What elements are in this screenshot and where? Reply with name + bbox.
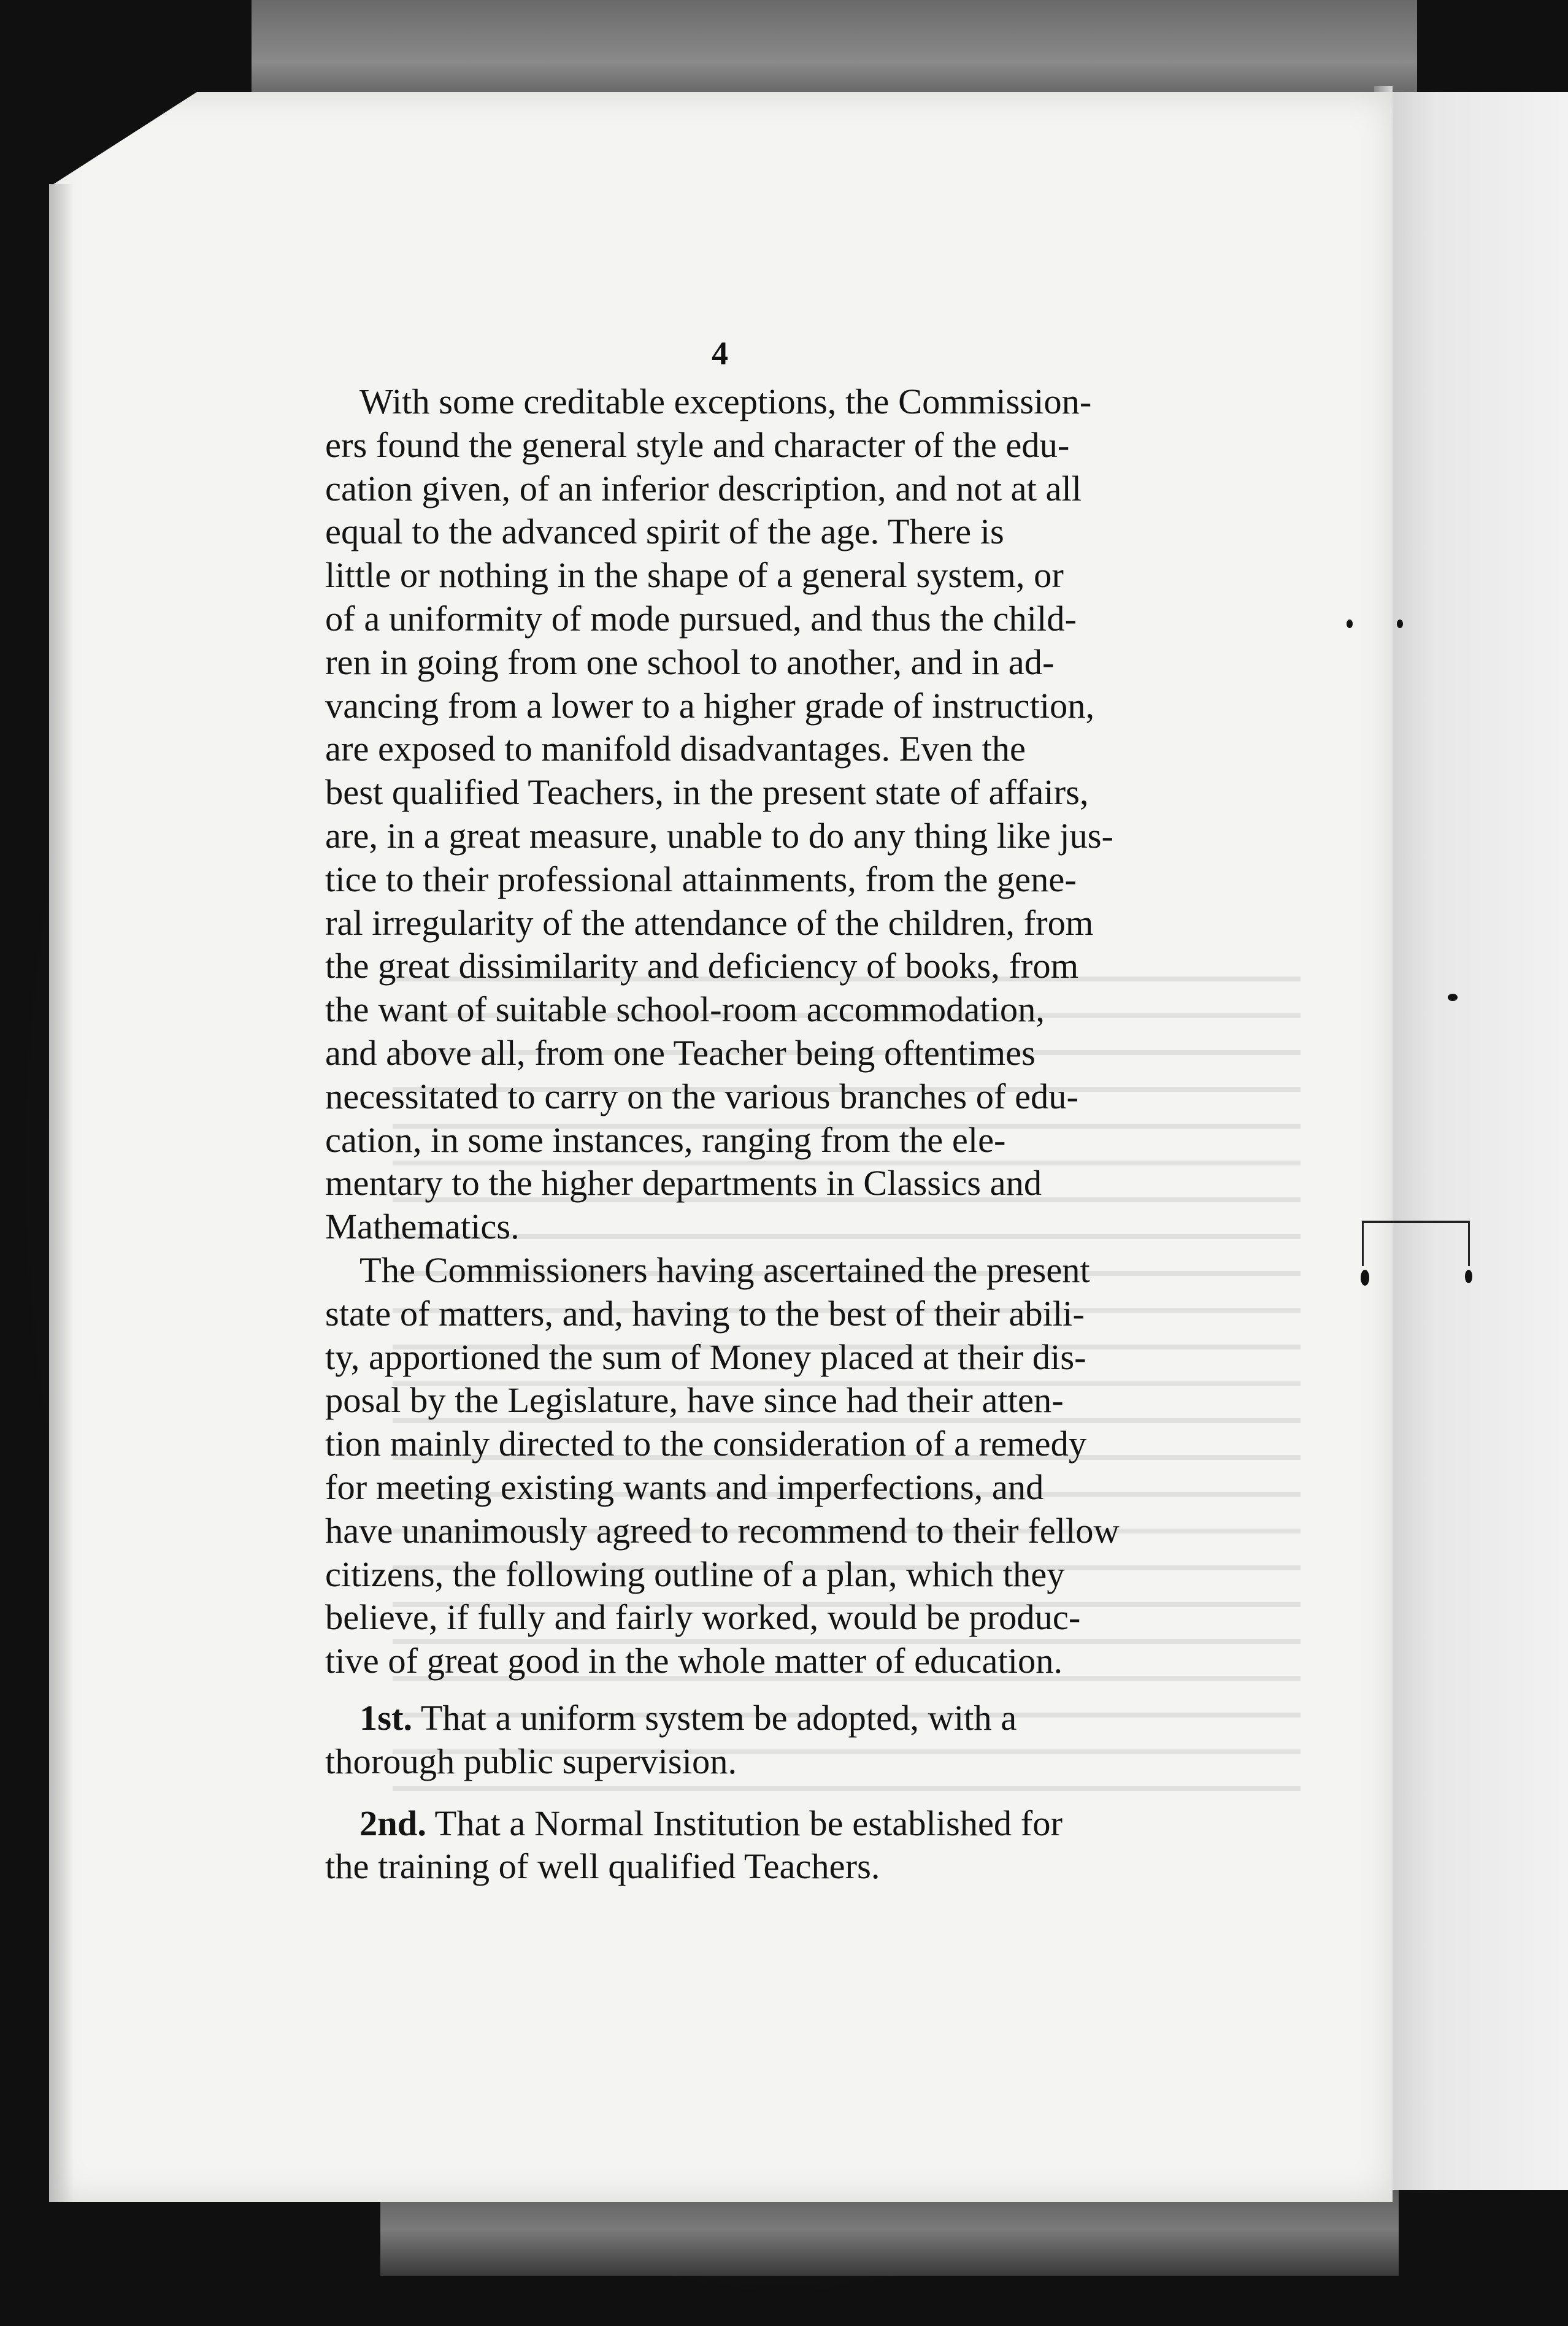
text-line: The Commissioners having ascertained the present [359, 1249, 1090, 1290]
text-line: thorough public supervision. [325, 1741, 737, 1781]
page-number: 4 [712, 335, 728, 372]
text-line: ral irregularity of the attendance of the children, from [325, 902, 1094, 943]
text-line: vancing from a lower to a higher grade of instruction, [325, 685, 1095, 726]
resolution-number: 1st. [359, 1697, 413, 1738]
text-line: With some creditable exceptions, the Commission- [359, 382, 1092, 421]
text-line: little or nothing in the shape of a general system, or [325, 555, 1064, 596]
text-line: tive of great good in the whole matter of education. [325, 1641, 1063, 1681]
text-line: the training of well qualified Teachers. [325, 1846, 880, 1887]
text-line: tion mainly directed to the consideration of a remedy [325, 1424, 1087, 1464]
speck-mark [1397, 620, 1403, 628]
text-line: posal by the Legislature, have since had their atten- [325, 1380, 1064, 1421]
text-line: cation, in some instances, ranging from the ele- [325, 1119, 1006, 1160]
text-line: ty, apportioned the sum of Money placed at their dis- [325, 1337, 1086, 1377]
text-line: 2nd. That a Normal Institution be established for [359, 1803, 1063, 1843]
text-line: for meeting existing wants and imperfections, and [325, 1467, 1044, 1507]
facing-page [1380, 92, 1568, 2190]
paragraph-1 [325, 380, 1221, 1249]
resolution-1 [325, 1697, 1221, 1784]
text-line: are exposed to manifold disadvantages. Even the [325, 729, 1026, 769]
speck-mark [1465, 1270, 1472, 1283]
resolution-number: 2nd. [359, 1803, 426, 1843]
text-line: tice to their professional attainments, from the gene- [325, 859, 1077, 899]
text-line: and above all, from one Teacher being oftentimes [325, 1032, 1036, 1073]
text-line: citizens, the following outline of a plan, which they [325, 1554, 1065, 1594]
text-line: believe, if fully and fairly worked, would be produc- [325, 1597, 1081, 1638]
text-line: best qualified Teachers, in the present state of affairs, [325, 772, 1089, 813]
text-line: Mathematics. [325, 1207, 520, 1247]
text-line: cation given, of an inferior description, and not at all [325, 468, 1082, 509]
text-line: have unanimously agreed to recommend to their fellow [325, 1510, 1120, 1551]
paragraph-2 [325, 1249, 1221, 1683]
speck-mark [1448, 994, 1458, 1001]
text-line: ren in going from one school to another, and in ad- [325, 642, 1055, 682]
text-line: ers found the general style and character of the edu- [325, 424, 1070, 465]
text-line: of a uniformity of mode pursued, and thus the child- [325, 598, 1077, 639]
text-line: equal to the advanced spirit of the age. There is [325, 512, 1004, 552]
text-line: 1st. That a uniform system be adopted, with a [359, 1697, 1017, 1738]
text-line: are, in a great measure, unable to do any thing like jus- [325, 815, 1113, 856]
speck-mark [1347, 620, 1353, 628]
body-text [325, 380, 1221, 1889]
scan-top-strip [252, 0, 1417, 104]
text-line: necessitated to carry on the various branches of edu- [325, 1076, 1079, 1116]
text-line: the want of suitable school-room accommodation, [325, 989, 1045, 1030]
text-line: the great dissimilarity and deficiency of books, from [325, 946, 1079, 986]
text-line: mentary to the higher departments in Classics and [325, 1163, 1042, 1203]
text-line: state of matters, and, having to the best of their abili- [325, 1293, 1085, 1334]
page-left-shadow [49, 184, 74, 2202]
speck-mark [1361, 1270, 1369, 1286]
margin-bracket-mark [1362, 1221, 1470, 1266]
resolution-2 [325, 1802, 1221, 1889]
